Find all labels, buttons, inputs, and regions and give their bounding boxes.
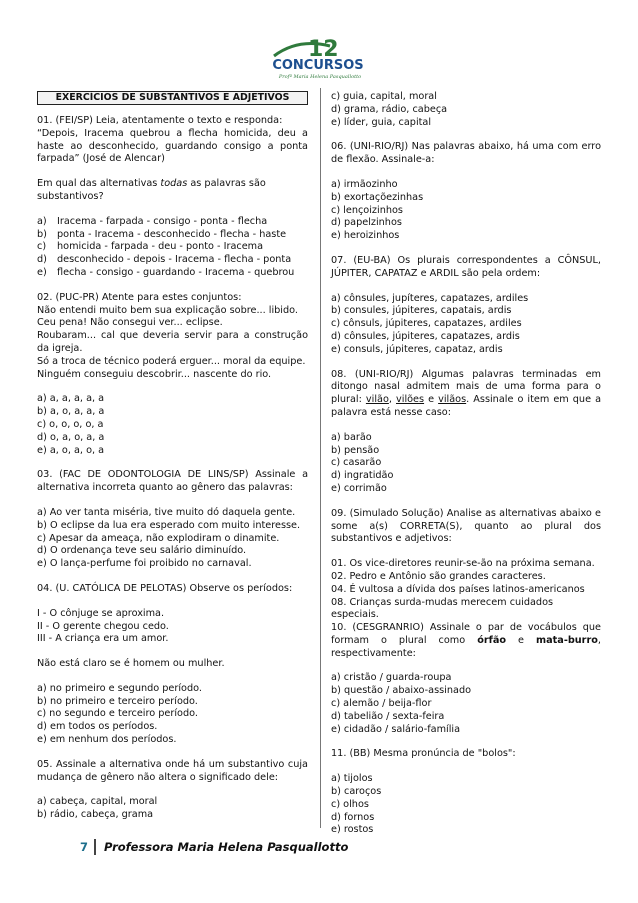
option-10e: e) cidadão / salário-família <box>331 723 461 735</box>
question-10-intro: 10. (CESGRANRIO) Assinale o par de vocábulos que formam o plural como órfão e mata-burro, respectivamente: <box>331 622 601 659</box>
question-5-intro: 05. Assinale a alternativa onde há um substantivo cuja mudança de gênero não altera o significado dele: <box>37 758 308 783</box>
question-3-intro: 03. (FAC DE ODONTOLOGIA DE LINS/SP) Assinale a alternativa incorreta quanto ao gênero das palavras: <box>37 469 308 494</box>
option-7b: b) consules, júpiteres, capatais, ardis <box>331 305 512 317</box>
question-7-intro: 07. (EU-BA) Os plurais correspondentes a CÔNSUL, JÚPITER, CAPATAZ e ARDIL são pela ordem: <box>331 254 601 279</box>
question-9-item: 01. Os vice-diretores reunir-se-ão na próxima semana. <box>331 558 595 570</box>
option-2e: e) a, o, a, o, a <box>37 444 105 456</box>
option-2a: a) a, a, a, a, a <box>37 393 105 405</box>
page-footer <box>80 839 348 855</box>
option-10b: b) questão / abaixo-assinado <box>331 685 472 697</box>
option-2b: b) a, o, a, a, a <box>37 406 105 418</box>
question-1-ask: Em qual das alternativas todas as palavras são substantivos? <box>37 178 266 202</box>
footer-author: Professora Maria Helena Pasquallotto <box>104 840 349 854</box>
option-11b: b) caroços <box>331 786 382 798</box>
option-1c: c) homicida - farpada - deu - ponto - Iracema <box>37 241 264 253</box>
option-6e: e) heroizinhos <box>331 230 400 242</box>
option-7c: c) cônsuls, júpiteres, capatazes, ardiles <box>331 318 522 330</box>
option-8a: a) barão <box>331 431 372 443</box>
option-8e: e) corrimão <box>331 482 387 494</box>
option-1a: a) Iracema - farpada - consigo - ponta - flecha <box>37 215 268 227</box>
question-4-line: III - A criança era um amor. <box>37 633 169 645</box>
question-2-intro: 02. (PUC-PR) Atente para estes conjuntos: <box>37 291 242 303</box>
option-3d: d) O ordenança teve seu salário diminuído. <box>37 545 247 557</box>
question-9-item: 04. É vultosa a dívida dos países latinos-americanos <box>331 583 585 595</box>
option-8b: b) pensão <box>331 444 380 456</box>
option-4d: d) em todos os períodos. <box>37 721 158 733</box>
option-10c: c) alemão / beija-flor <box>331 698 432 710</box>
option-5c: c) guia, capital, moral <box>331 91 437 102</box>
section-heading: EXERCÍCIOS DE SUBSTANTIVOS E ADJETIVOS <box>37 91 308 105</box>
option-11d: d) fornos <box>331 811 375 823</box>
option-11c: c) olhos <box>331 798 369 810</box>
question-9-item: 02. Pedro e Antônio são grandes caracteres. <box>331 570 546 582</box>
option-1e: e) flecha - consigo - guardando - Iracema - quebrou <box>37 266 295 278</box>
question-4-intro: 04. (U. CATÓLICA DE PELOTAS) Observe os períodos: <box>37 582 293 594</box>
option-5b: b) rádio, cabeça, grama <box>37 809 154 821</box>
option-3b: b) O eclipse da lua era esperado com muito interesse. <box>37 519 301 531</box>
footer-separator <box>94 839 96 855</box>
question-4-line: II - O gerente chegou cedo. <box>37 620 169 632</box>
question-2-line: Não entendi muito bem sua explicação sobre... libido. <box>37 304 298 316</box>
logo-brand: CONCURSOS <box>272 58 364 73</box>
option-6c: c) lençoizinhos <box>331 204 403 216</box>
question-11-intro: 11. (BB) Mesma pronúncia de "bolos": <box>331 748 516 760</box>
option-7d: d) cônsules, júpiteres, capatazes, ardis <box>331 330 520 342</box>
option-1d: d) desconhecido - depois - Iracema - flecha - ponta <box>37 254 292 266</box>
option-1b: b) ponta - Iracema - desconhecido - flecha - haste <box>37 228 287 240</box>
option-3c: c) Apesar da ameaça, não explodiram o dinamite. <box>37 532 280 544</box>
question-6-intro: 06. (UNI-RIO/RJ) Nas palavras abaixo, há uma com erro de flexão. Assinale-a: <box>331 141 601 166</box>
option-5d: d) grama, rádio, cabeça <box>331 103 448 115</box>
question-2-line: Ceu pena! Não consegui ver... eclipse. <box>37 317 223 329</box>
left-column <box>37 91 308 822</box>
question-2-line: Ninguém conseguiu descobrir... nascente do rio. <box>37 368 272 380</box>
question-9-item: 08. Crianças surda-mudas merecem cuidados especiais. <box>331 596 554 621</box>
option-6d: d) papelzinhos <box>331 217 402 229</box>
option-11a: a) tijolos <box>331 773 373 785</box>
page-number: 7 <box>80 840 89 854</box>
option-7a: a) cônsules, jupíteres, capatazes, ardiles <box>331 292 529 304</box>
option-6a: a) irmãozinho <box>331 178 398 190</box>
option-4a: a) no primeiro e segundo período. <box>37 682 202 694</box>
column-divider <box>320 88 321 828</box>
option-5a: a) cabeça, capital, moral <box>37 796 158 808</box>
logo-number: 12 <box>308 37 339 62</box>
option-4e: e) em nenhum dos períodos. <box>37 734 177 746</box>
question-1-intro: 01. (FEI/SP) Leia, atentamente o texto e responda: <box>37 115 283 126</box>
option-8d: d) ingratidão <box>331 470 394 482</box>
option-4b: b) no primeiro e terceiro período. <box>37 695 198 707</box>
option-2c: c) o, o, o, o, a <box>37 418 104 430</box>
question-2-line: Só a troca de técnico poderá erguer... moral da equipe. <box>37 355 306 367</box>
question-8-intro: 08. (UNI-RIO/RJ) Algumas palavras terminadas em ditongo nasal admitem mais de uma forma para o plural: vilão, vilões e vilãos. Assinale o item em que a palavra está nesse caso: <box>331 368 602 418</box>
option-7e: e) consuls, júpiteres, capataz, ardis <box>331 343 503 355</box>
question-2-line: Roubaram... cal que deveria servir para a construção da igreja. <box>37 330 308 354</box>
option-2d: d) o, a, o, a, a <box>37 431 105 443</box>
question-1-quote: “Depois, Iracema quebrou a flecha homicida, deu a haste ao desconhecido, guardando consigo a ponta farpada” (José de Alencar) <box>37 127 308 165</box>
question-4-line: I - O cônjuge se aproxima. <box>37 607 165 619</box>
question-4-ask: Não está claro se é homem ou mulher. <box>37 658 225 670</box>
option-3e: e) O lança-perfume foi proibido no carnaval. <box>37 558 252 570</box>
option-6b: b) exortaçõezinhas <box>331 191 424 203</box>
option-5e: e) líder, guia, capital <box>331 116 432 128</box>
logo-signature: Profª Maria Helena Pasquallotto <box>278 74 362 80</box>
right-column <box>331 91 601 837</box>
option-10a: a) cristão / guarda-roupa <box>331 672 452 684</box>
option-10d: d) tabelião / sexta-feira <box>331 710 445 722</box>
option-11e: e) rostos <box>331 824 374 836</box>
option-4c: c) no segundo e terceiro período. <box>37 708 198 720</box>
concursos-logo <box>268 34 368 84</box>
question-9-intro: 09. (Simulado Solução) Analise as alternativas abaixo e some a(s) CORRETA(S), quanto ao plural dos substantivos e adjetivos: <box>331 507 601 545</box>
option-8c: c) casarão <box>331 457 382 469</box>
option-3a: a) Ao ver tanta miséria, tive muito dó daquela gente. <box>37 506 296 518</box>
